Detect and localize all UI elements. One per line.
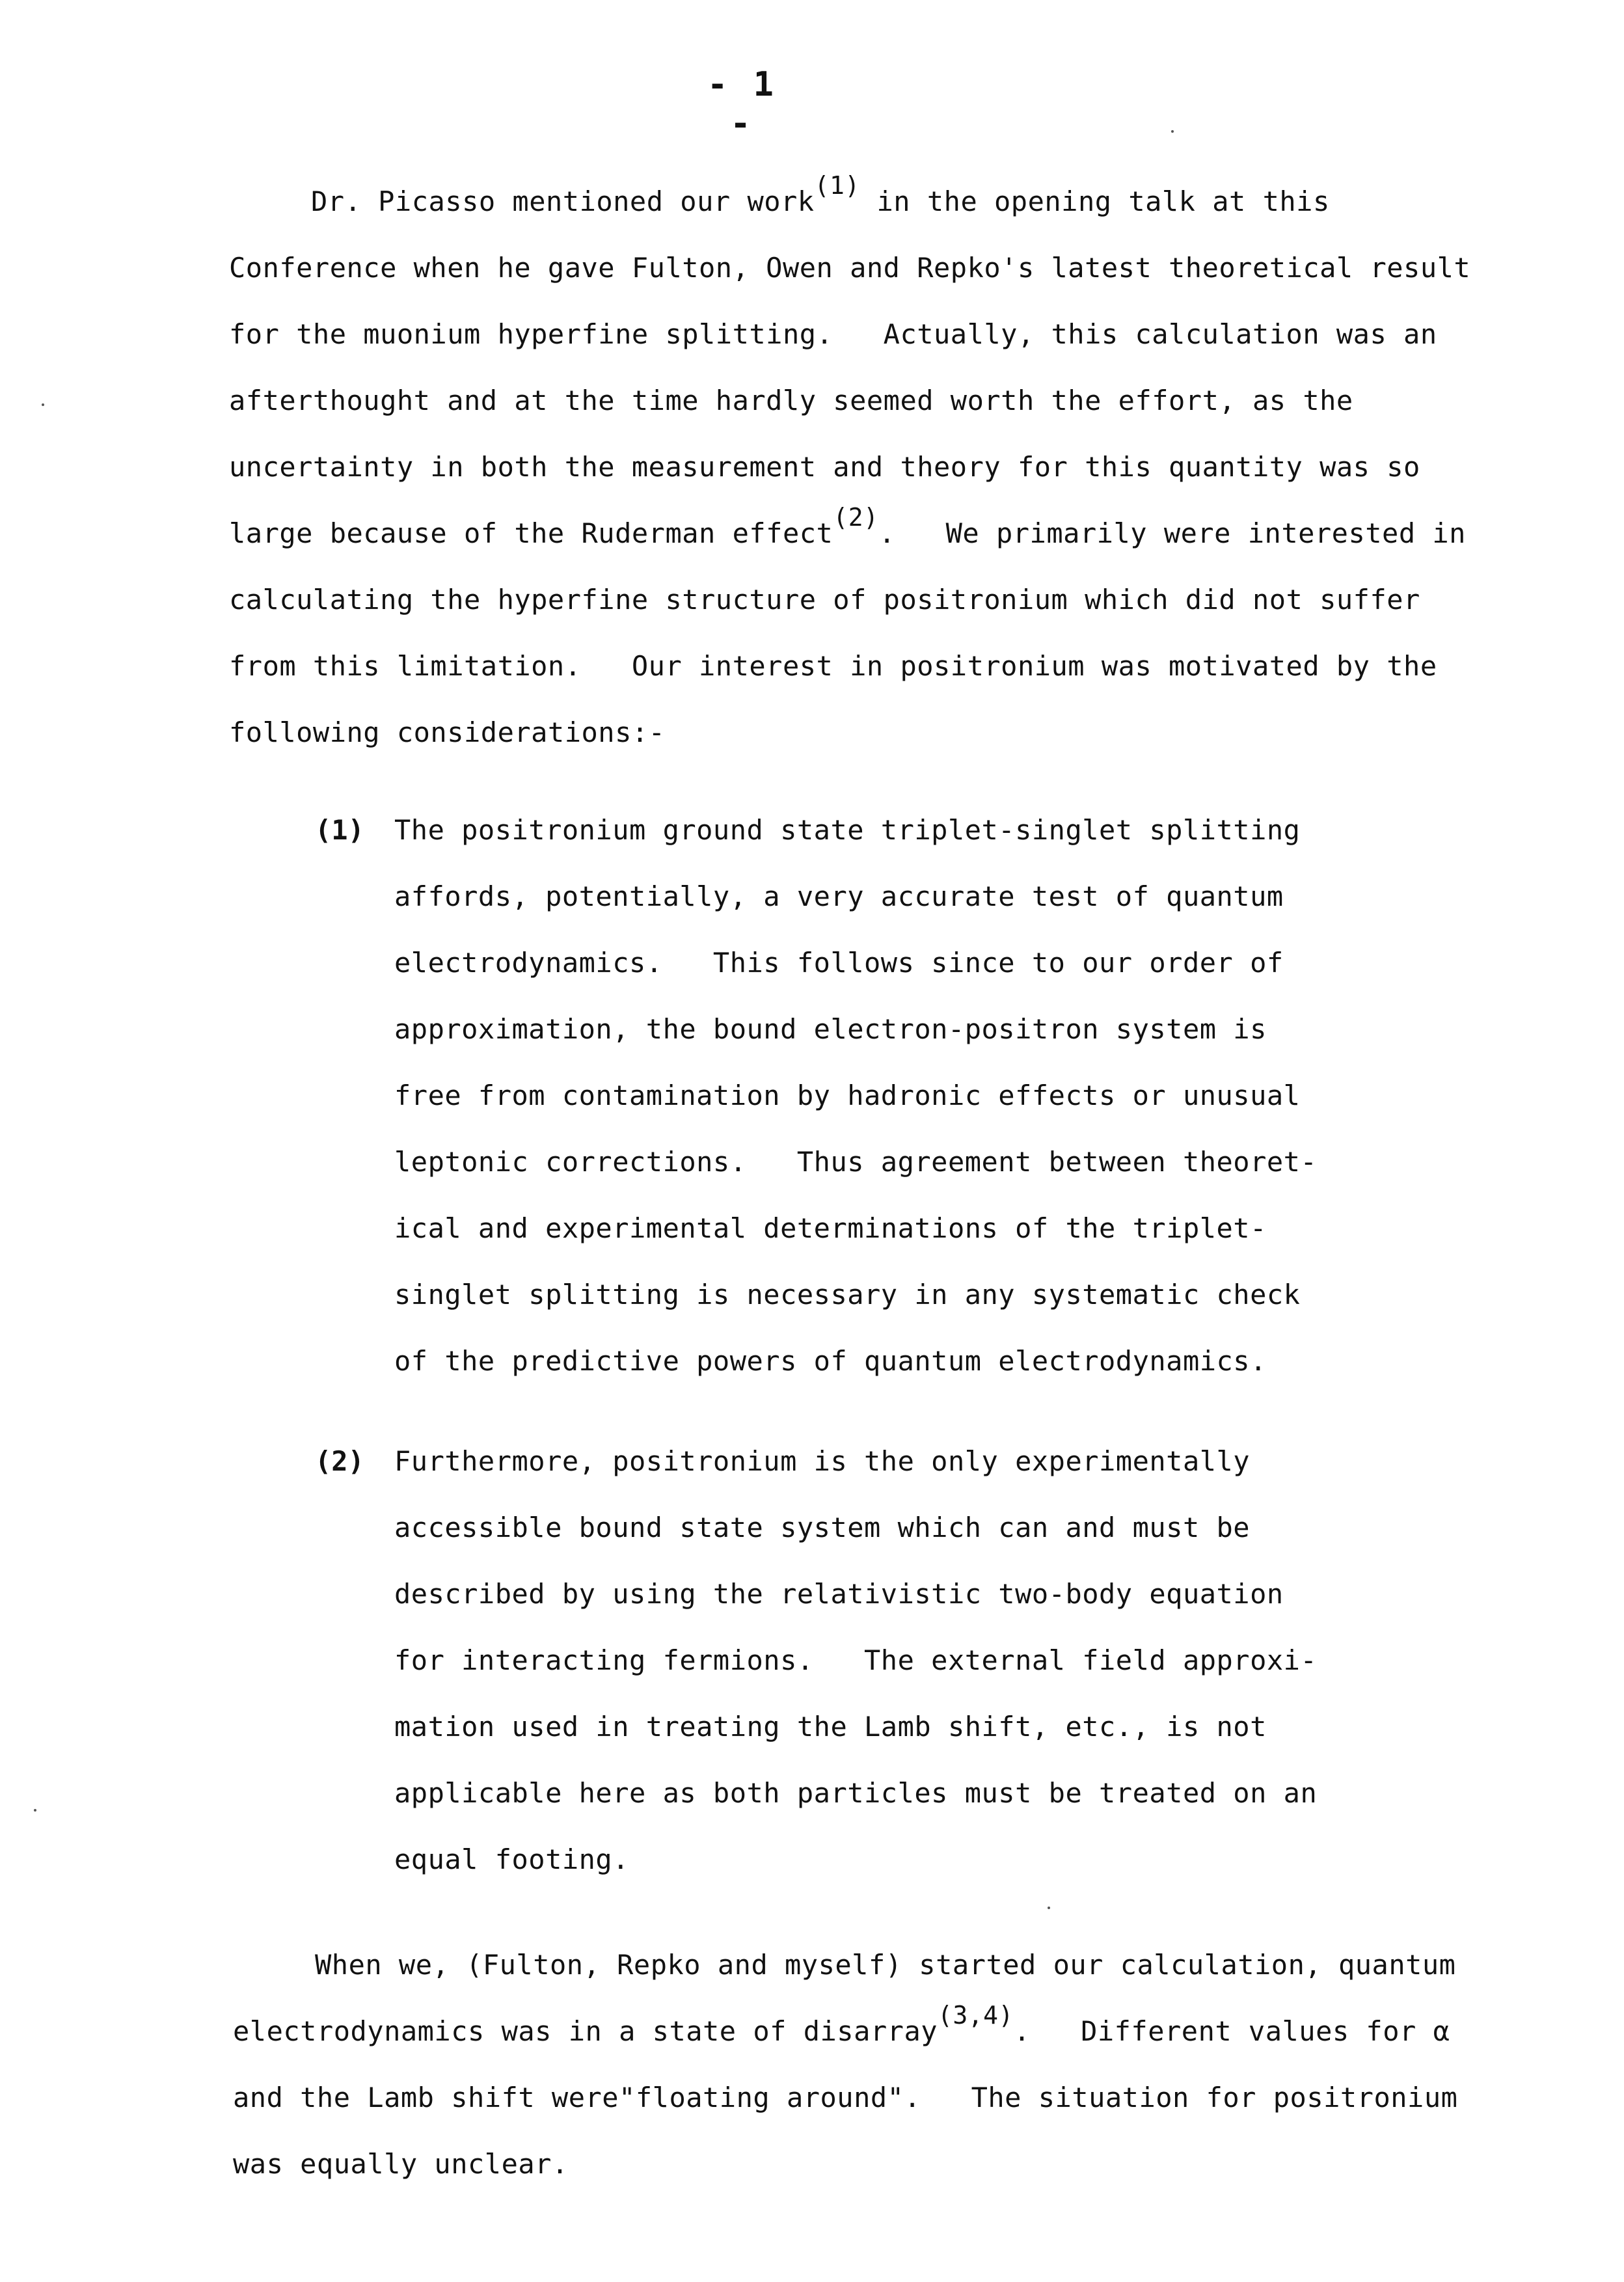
- text-line: affords, potentially, a very accurate test of quantum: [394, 880, 1284, 912]
- text-line: applicable here as both particles must be treated on an: [394, 1777, 1318, 1809]
- text-line: was equally unclear.: [233, 2148, 569, 2180]
- text-line: uncertainty in both the measurement and theory for this quantity was so: [229, 451, 1420, 483]
- text-line: for interacting fermions. The external field approxi-: [394, 1644, 1318, 1676]
- text-line: of the predictive powers of quantum electrodynamics.: [394, 1345, 1267, 1377]
- text-line: ical and experimental determinations of the triplet-: [394, 1212, 1267, 1244]
- scan-speck: [1048, 1907, 1050, 1909]
- text-line: Furthermore, positronium is the only experimentally: [394, 1445, 1251, 1477]
- reference-marker: (1): [814, 171, 860, 200]
- text-line: free from contamination by hadronic effects or unusual: [394, 1080, 1301, 1111]
- scan-speck: [34, 1809, 36, 1812]
- text-line: Dr. Picasso mentioned our work(1) in the opening talk at this: [311, 171, 1330, 217]
- text-line: described by using the relativistic two-body equation: [394, 1578, 1284, 1610]
- list-item-number: (1): [315, 814, 364, 846]
- text-line: Conference when he gave Fulton, Owen and Repko's latest theoretical result: [229, 252, 1471, 284]
- text-line: and the Lamb shift were"floating around". The situation for positronium: [233, 2082, 1458, 2113]
- text-line: leptonic corrections. Thus agreement between theoret-: [394, 1146, 1318, 1178]
- text-line: accessible bound state system which can and must be: [394, 1512, 1251, 1543]
- text-line: equal footing.: [394, 1843, 630, 1875]
- text-line: calculating the hyperfine structure of positronium which did not suffer: [229, 584, 1420, 616]
- text-line: electrodynamics. This follows since to our order of: [394, 947, 1284, 979]
- text-line: following considerations:-: [229, 716, 666, 748]
- scan-speck: [42, 403, 44, 406]
- reference-marker: (3,4): [938, 2001, 1014, 2030]
- page-number: - 1 -: [707, 65, 776, 143]
- text-line: mation used in treating the Lamb shift, etc., is not: [394, 1711, 1267, 1743]
- text-line: The positronium ground state triplet-singlet splitting: [394, 814, 1301, 846]
- text-line: approximation, the bound electron-positron system is: [394, 1013, 1267, 1045]
- reference-marker: (2): [833, 503, 879, 532]
- text-line: When we, (Fulton, Repko and myself) started our calculation, quantum: [315, 1949, 1456, 1981]
- text-line: afterthought and at the time hardly seemed worth the effort, as the: [229, 385, 1353, 416]
- text-line: singlet splitting is necessary in any systematic check: [394, 1279, 1301, 1311]
- text-line: for the muonium hyperfine splitting. Actually, this calculation was an: [229, 318, 1437, 350]
- text-line: from this limitation. Our interest in positronium was motivated by the: [229, 650, 1437, 682]
- scan-speck: [1171, 130, 1174, 133]
- text-line: electrodynamics was in a state of disarray(3,4). Different values for α: [233, 2001, 1450, 2047]
- text-line: large because of the Ruderman effect(2). We primarily were interested in: [229, 503, 1466, 549]
- list-item-number: (2): [315, 1445, 364, 1477]
